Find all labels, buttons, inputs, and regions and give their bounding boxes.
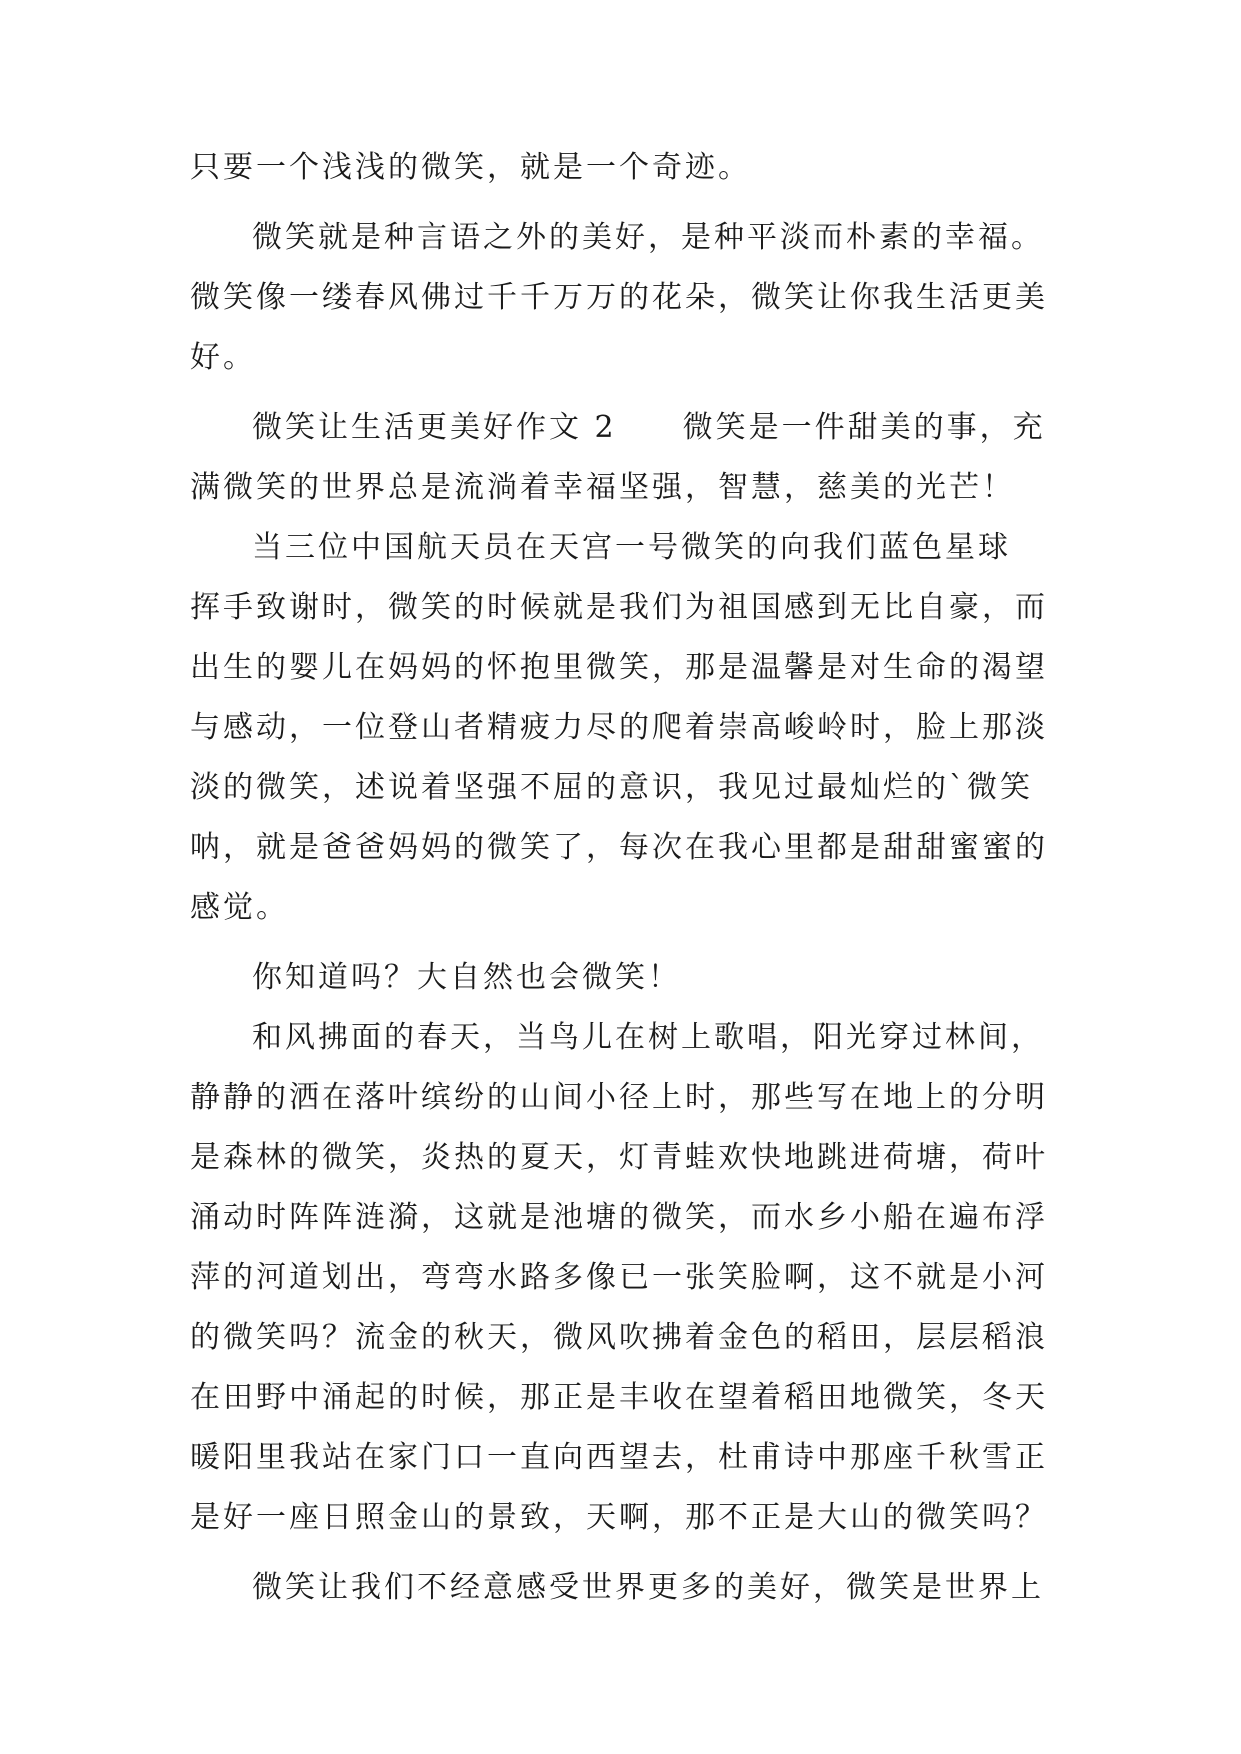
text-line: 当三位中国航天员在天宫一号微笑的向我们蓝色星球 [252, 530, 1011, 565]
text-line: 微笑就是种言语之外的美好，是种平淡而朴素的幸福。 [252, 220, 1044, 255]
text-line: 是森林的微笑，炎热的夏天，灯青蛙欢快地跳进荷塘，荷叶 [190, 1140, 1048, 1175]
text-line: 微笑让我们不经意感受世界更多的美好，微笑是世界上 [252, 1570, 1044, 1605]
text-line: 的微笑吗？流金的秋天，微风吹拂着金色的稻田，层层稻浪 [190, 1320, 1048, 1355]
text-line: 只要一个浅浅的微笑，就是一个奇迹。 [190, 150, 751, 185]
text-line: 出生的婴儿在妈妈的怀抱里微笑，那是温馨是对生命的渴望 [190, 650, 1048, 685]
text-line: 微笑像一缕春风佛过千千万万的花朵，微笑让你我生活更美 [190, 280, 1048, 315]
text-line: 呐，就是爸爸妈妈的微笑了，每次在我心里都是甜甜蜜蜜的 [190, 830, 1048, 865]
text-line: 是好一座日照金山的景致，天啊，那不正是大山的微笑吗？ [190, 1500, 1048, 1535]
text-line: 与感动，一位登山者精疲力尽的爬着崇高峻岭时，脸上那淡 [190, 710, 1048, 745]
text-line: 淡的微笑，述说着坚强不屈的意识，我见过最灿烂的`微笑 [190, 770, 1033, 805]
text-line: 暖阳里我站在家门口一直向西望去，杜甫诗中那座千秋雪正 [190, 1440, 1048, 1475]
text-line: 静静的洒在落叶缤纷的山间小径上时，那些写在地上的分明 [190, 1080, 1048, 1115]
text-line: 挥手致谢时，微笑的时候就是我们为祖国感到无比自豪，而 [190, 590, 1048, 625]
text-line: 在田野中涌起的时候，那正是丰收在望着稻田地微笑，冬天 [190, 1380, 1048, 1415]
text-line: 微笑让生活更美好作文 2 微笑是一件甜美的事，充 [252, 410, 1046, 445]
text-line: 好。 [190, 340, 256, 375]
text-line: 萍的河道划出，弯弯水路多像已一张笑脸啊，这不就是小河 [190, 1260, 1048, 1295]
text-line: 涌动时阵阵涟漪，这就是池塘的微笑，而水乡小船在遍布浮 [190, 1200, 1048, 1235]
text-line: 和风拂面的春天，当鸟儿在树上歌唱，阳光穿过林间， [252, 1020, 1044, 1055]
text-line: 满微笑的世界总是流淌着幸福坚强，智慧，慈美的光芒！ [190, 470, 1015, 505]
text-line: 你知道吗？大自然也会微笑！ [252, 960, 681, 995]
text-line: 感觉。 [190, 890, 289, 925]
